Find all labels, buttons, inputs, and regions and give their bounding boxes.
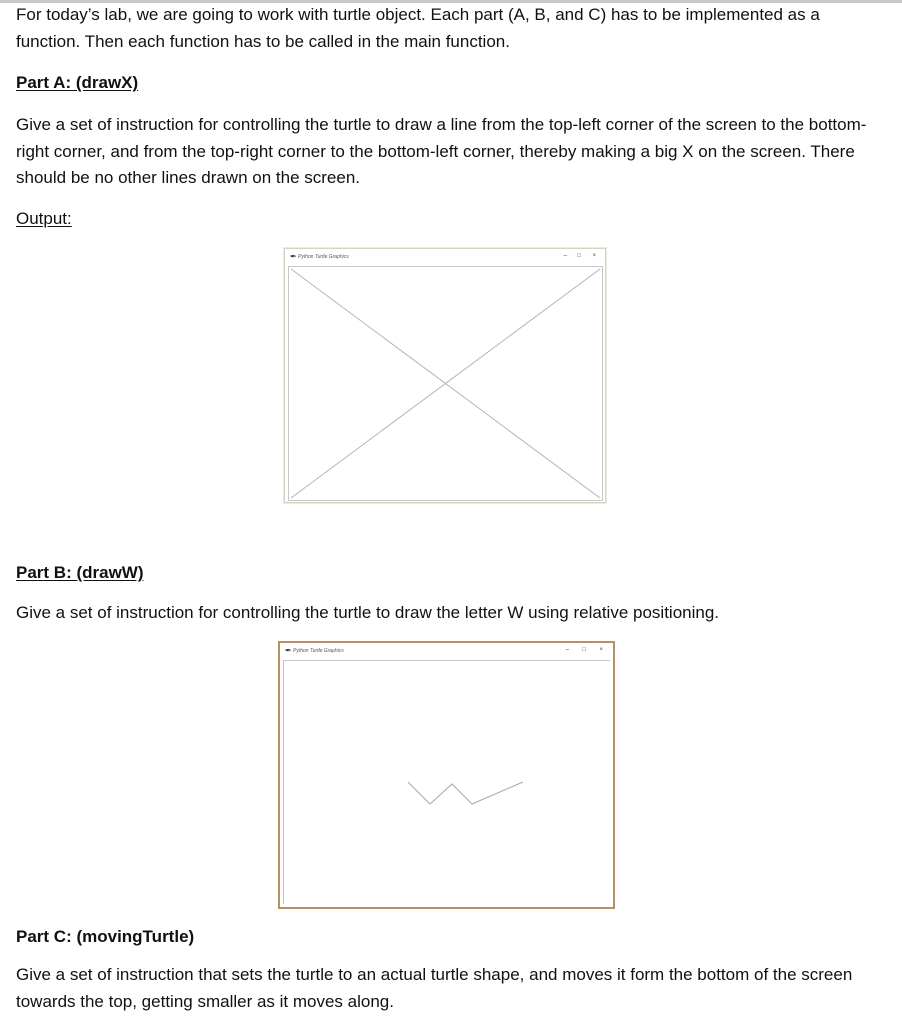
minimize-icon[interactable]: – (565, 647, 569, 653)
output-label: Output: (16, 209, 72, 228)
part-b-heading: Part B: (drawW) (16, 563, 144, 582)
intro-paragraph: For today’s lab, we are going to work with turtle object. Each part (A, B, and C) has to be implemented as a function. Then each function has to be called in the main function. (16, 5, 820, 51)
minimize-icon[interactable]: – (563, 253, 567, 259)
turtle-window-draww (278, 641, 615, 909)
window-titlebar (280, 643, 613, 659)
maximize-icon[interactable]: □ (577, 253, 581, 259)
big-x-drawing (289, 267, 602, 500)
part-a-heading: Part A: (drawX) (16, 73, 139, 92)
turtle-canvas (283, 660, 610, 904)
close-icon[interactable]: × (599, 647, 603, 653)
turtle-window-drawx (284, 248, 606, 503)
turtle-canvas (288, 266, 603, 501)
window-titlebar (285, 249, 605, 265)
w-polyline (408, 782, 523, 804)
part-c-description: Give a set of instruction that sets the turtle to an actual turtle shape, and moves it form the bottom of the screen towards the top, getting smaller as it moves along. (16, 965, 853, 1011)
close-icon[interactable]: × (592, 253, 596, 259)
letter-w-drawing (284, 661, 610, 904)
window-title: Python Turtle Graphics (293, 648, 344, 654)
part-c-heading: Part C: (movingTurtle) (16, 927, 195, 946)
feather-icon: ✒ (290, 252, 297, 261)
part-a-description: Give a set of instruction for controlling the turtle to draw a line from the top-left corner of the screen to the bottom-right corner, and from the top-right corner to the bottom-left corner, thereby making a big X on the screen. There should be no other lines drawn on the screen. (16, 115, 867, 187)
feather-icon: ✒ (285, 646, 292, 655)
part-b-description: Give a set of instruction for controlling the turtle to draw the letter W using relative positioning. (16, 603, 720, 622)
window-title: Python Turtle Graphics (298, 254, 349, 260)
maximize-icon[interactable]: □ (582, 647, 586, 653)
